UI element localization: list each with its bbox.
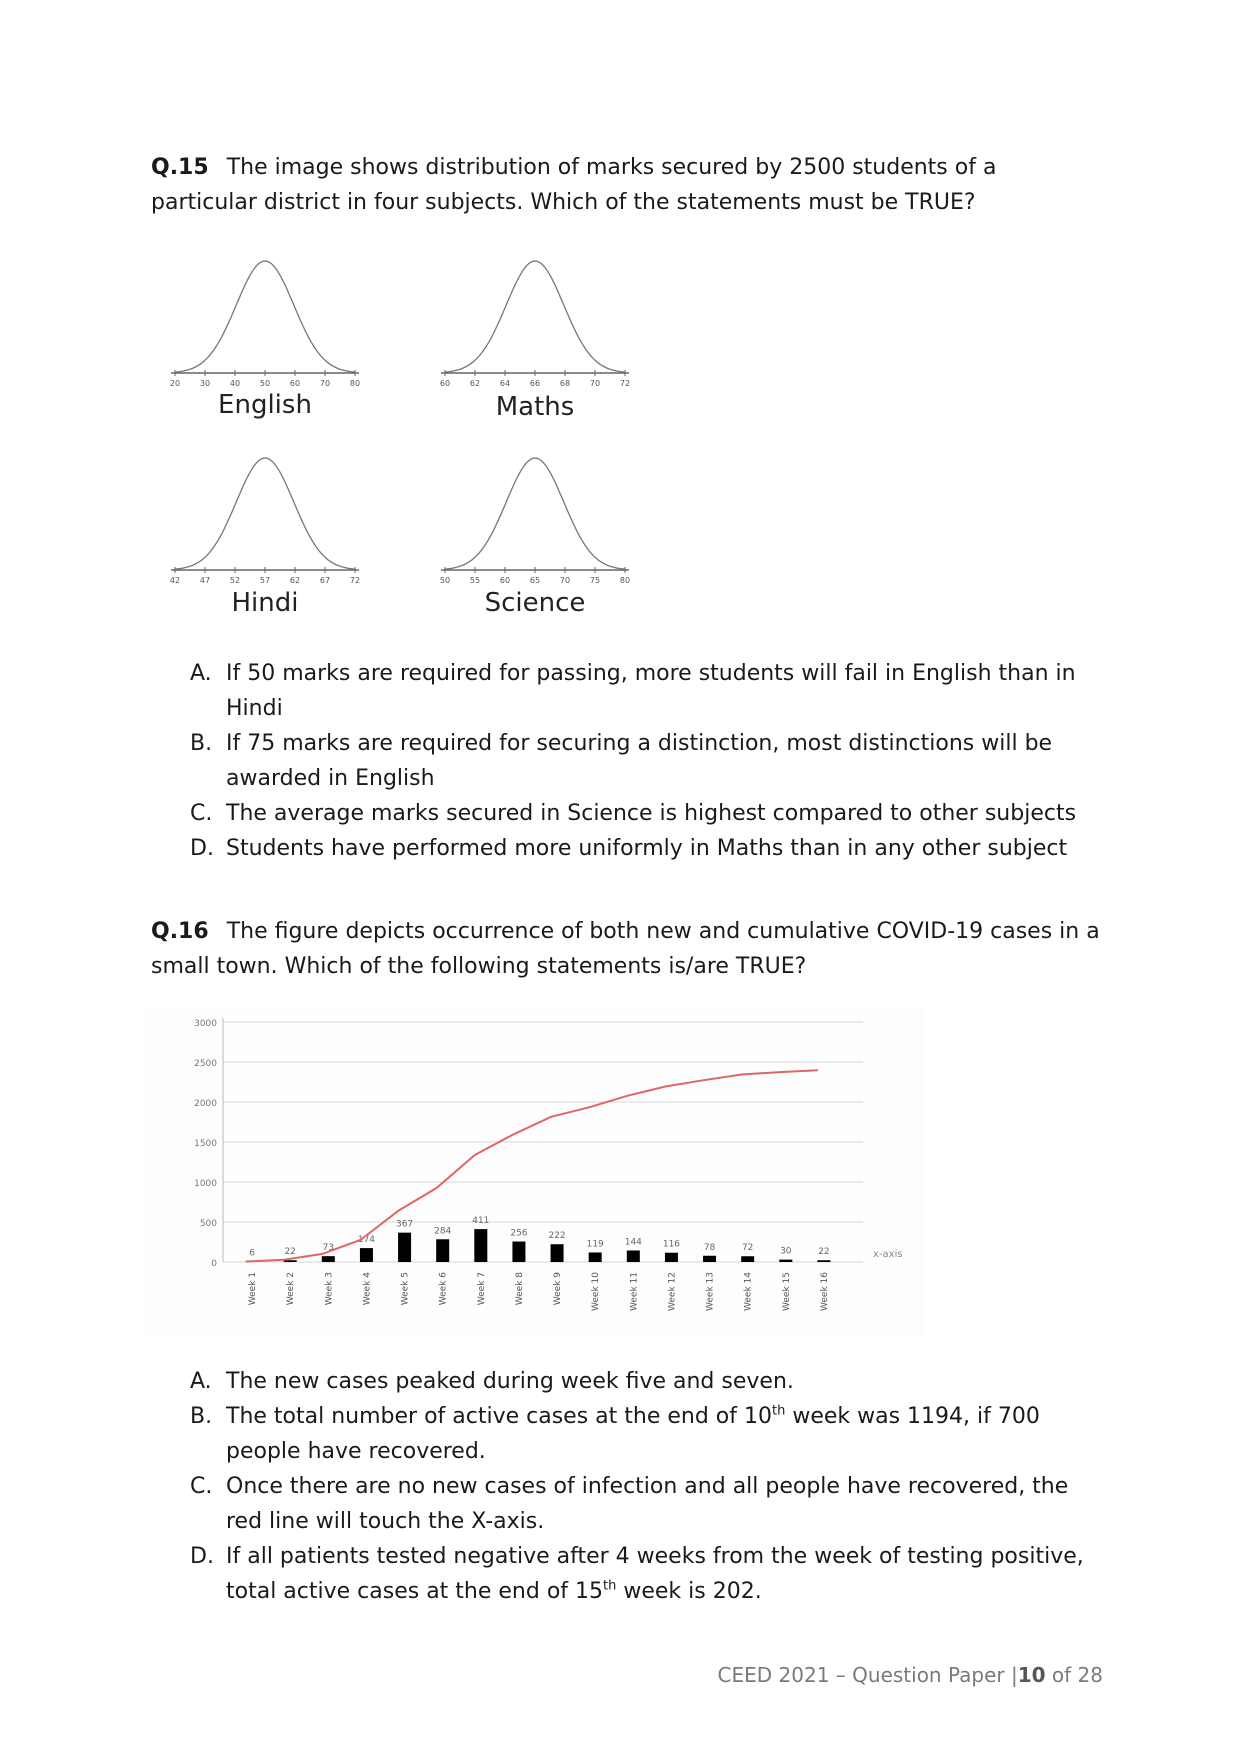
option-text: Once there are no new cases of infection and all people have recovered, the red line will touch the X-axis. [226, 1474, 1069, 1534]
y-tick-label: 0 [211, 1259, 217, 1269]
dist-curve [175, 261, 355, 372]
bar-3 [322, 1256, 335, 1262]
y-tick-label: 1000 [194, 1179, 217, 1189]
q15-options [190, 656, 1110, 866]
x-tick-label: Week 13 [705, 1272, 716, 1311]
bar-5 [398, 1233, 411, 1262]
bar-12 [665, 1253, 678, 1262]
dist-tick-label: 52 [229, 576, 241, 585]
x-tick-label: Week 15 [781, 1272, 792, 1311]
bar-label-16: 22 [818, 1247, 830, 1258]
dist-tick-label: 80 [349, 379, 361, 388]
dist-tick-label: 60 [439, 379, 451, 388]
chart-background [143, 1006, 923, 1336]
q16-option-c[interactable] [190, 1469, 1110, 1539]
q15-option-c[interactable] [190, 796, 1110, 831]
bar-label-12: 116 [662, 1239, 681, 1250]
bar-7 [474, 1229, 487, 1262]
q16-option-a[interactable] [190, 1364, 1110, 1399]
bar-label-8: 256 [510, 1228, 528, 1239]
x-tick-label: Week 12 [667, 1272, 678, 1311]
dist-tick-label: 70 [559, 576, 571, 585]
bar-4 [360, 1248, 373, 1262]
dist-title-science: Science [484, 588, 586, 618]
q16-options [190, 1364, 1110, 1609]
bar-label-6: 284 [434, 1226, 452, 1237]
dist-tick-label: 62 [289, 576, 301, 585]
x-tick-label: Week 3 [324, 1272, 335, 1306]
dist-tick-label: 47 [199, 576, 211, 585]
option-text-pre: If all patients tested negative after 4 weeks from the week of testing positive, total active cases at the end of 15 [226, 1544, 1084, 1604]
q16-text: The figure depicts occurrence of both new and cumulative COVID-19 cases in a small town. Which of the following statements is/are TRUE? [151, 919, 1100, 979]
option-text: If 50 marks are required for passing, more students will fail in English than in Hindi [226, 661, 1076, 721]
dist-curve [175, 458, 355, 569]
bar-label-1: 6 [249, 1248, 255, 1259]
dist-chart-english [165, 255, 365, 390]
bar-label-10: 119 [586, 1239, 604, 1250]
option-letter: B. [190, 1404, 213, 1429]
dist-svg-english [165, 255, 365, 390]
option-letter: C. [190, 801, 213, 826]
dist-tick-label: 66 [529, 379, 541, 388]
dist-tick-label: 72 [349, 576, 361, 585]
dist-tick-label: 42 [169, 576, 181, 585]
q15-option-d[interactable] [190, 831, 1110, 866]
dist-tick-label: 72 [619, 379, 631, 388]
bar-10 [589, 1252, 602, 1262]
x-tick-label: Week 14 [743, 1272, 754, 1311]
x-tick-label: Week 1 [248, 1272, 259, 1306]
dist-title-hindi: Hindi [231, 588, 299, 618]
x-tick-label: Week 11 [629, 1272, 640, 1311]
dist-tick-label: 62 [469, 379, 481, 388]
option-sup: th [603, 1578, 617, 1594]
q15-text: The image shows distribution of marks secured by 2500 students of a particular district in four subjects. Which of the statements must be TRUE? [151, 155, 997, 215]
dist-title-english: English [218, 390, 312, 420]
dist-curve [445, 261, 625, 372]
x-tick-label: Week 16 [819, 1272, 830, 1311]
dist-tick-label: 80 [619, 576, 631, 585]
dist-chart-maths [435, 255, 635, 390]
bar-15 [779, 1260, 792, 1262]
q16-number: Q.16 [151, 919, 209, 944]
option-letter: A. [190, 1369, 212, 1394]
y-tick-label: 500 [199, 1219, 217, 1229]
bar-label-11: 144 [624, 1237, 642, 1248]
dist-chart-hindi [165, 452, 365, 587]
dist-svg-science [435, 452, 635, 587]
option-letter: B. [190, 731, 213, 756]
option-letter: D. [190, 1544, 214, 1569]
q16-option-d[interactable] [190, 1539, 1110, 1609]
bar-label-2: 22 [284, 1247, 296, 1258]
dist-tick-label: 20 [169, 379, 181, 388]
option-text: The new cases peaked during week five and seven. [226, 1369, 794, 1394]
dist-tick-label: 70 [589, 379, 601, 388]
dist-svg-maths [435, 255, 635, 390]
x-tick-label: Week 2 [286, 1272, 297, 1306]
option-text-post: week is 202. [616, 1579, 762, 1604]
y-tick-label: 2000 [194, 1099, 217, 1109]
bar-label-7: 411 [472, 1216, 490, 1227]
footer-prefix: CEED 2021 – Question Paper | [717, 1663, 1018, 1687]
y-tick-label: 1500 [194, 1139, 217, 1149]
dist-tick-label: 50 [439, 576, 451, 585]
option-text-post: week was 1194, if 700 people have recovered. [226, 1404, 1040, 1464]
x-axis-label: x-axis [873, 1249, 903, 1260]
option-text: The average marks secured in Science is highest compared to other subjects [226, 801, 1077, 826]
q15-option-a[interactable] [190, 656, 1110, 726]
q16-option-b[interactable] [190, 1399, 1110, 1469]
option-text [226, 1544, 1084, 1604]
bar-8 [512, 1242, 525, 1262]
x-tick-label: Week 8 [514, 1272, 525, 1306]
y-tick-label: 3000 [194, 1019, 217, 1029]
q15-option-b[interactable] [190, 726, 1110, 796]
footer-page-number: 10 [1017, 1663, 1046, 1687]
dist-tick-label: 68 [559, 379, 571, 388]
dist-title-maths: Maths [495, 392, 575, 422]
bar-9 [551, 1244, 564, 1262]
option-letter: D. [190, 836, 214, 861]
dist-svg-hindi [165, 452, 365, 587]
dist-tick-label: 70 [319, 379, 331, 388]
option-letter: A. [190, 661, 212, 686]
bar-14 [741, 1256, 754, 1262]
option-sup: th [771, 1403, 786, 1419]
bar-label-14: 72 [741, 1243, 754, 1254]
dist-tick-label: 67 [319, 576, 331, 585]
dist-tick-label: 55 [469, 576, 481, 585]
dist-tick-label: 57 [259, 576, 271, 585]
dist-chart-science [435, 452, 635, 587]
bar-label-9: 222 [548, 1231, 566, 1242]
dist-curve [445, 458, 625, 569]
x-tick-label: Week 9 [553, 1272, 564, 1306]
y-tick-label: 2500 [194, 1059, 217, 1069]
q16-question [151, 914, 1101, 984]
dist-tick-label: 64 [499, 379, 511, 388]
dist-tick-label: 75 [589, 576, 601, 585]
x-tick-label: Week 5 [400, 1272, 411, 1306]
q15-question [151, 150, 1101, 220]
q15-number: Q.15 [151, 155, 209, 180]
option-text [226, 1404, 1040, 1464]
dist-tick-label: 60 [289, 379, 301, 388]
dist-tick-label: 60 [499, 576, 511, 585]
bar-label-15: 30 [780, 1246, 792, 1257]
dist-tick-label: 65 [529, 576, 541, 585]
option-text-pre: The total number of active cases at the end of 10 [226, 1404, 772, 1429]
bar-13 [703, 1256, 716, 1262]
dist-tick-label: 30 [199, 379, 211, 388]
footer-suffix: of 28 [1045, 1663, 1103, 1687]
x-tick-label: Week 10 [591, 1272, 602, 1311]
bar-label-4: 174 [357, 1235, 376, 1246]
bar-label-3: 73 [322, 1243, 335, 1254]
dist-tick-label: 50 [259, 379, 271, 388]
bar-16 [817, 1260, 830, 1262]
bar-label-13: 78 [703, 1242, 716, 1253]
x-tick-label: Week 4 [362, 1272, 373, 1306]
option-letter: C. [190, 1474, 213, 1499]
page-footer [718, 1663, 1103, 1687]
option-text: Students have performed more uniformly in Maths than in any other subject [226, 836, 1068, 861]
bar-6 [436, 1239, 449, 1262]
dist-tick-label: 40 [229, 379, 241, 388]
x-tick-label: Week 7 [476, 1272, 487, 1306]
x-tick-label: Week 6 [438, 1272, 449, 1306]
option-text: If 75 marks are required for securing a distinction, most distinctions will be awarded in English [226, 731, 1053, 791]
bar-label-5: 367 [395, 1219, 414, 1230]
bar-11 [627, 1250, 640, 1262]
covid-chart [143, 1006, 923, 1336]
